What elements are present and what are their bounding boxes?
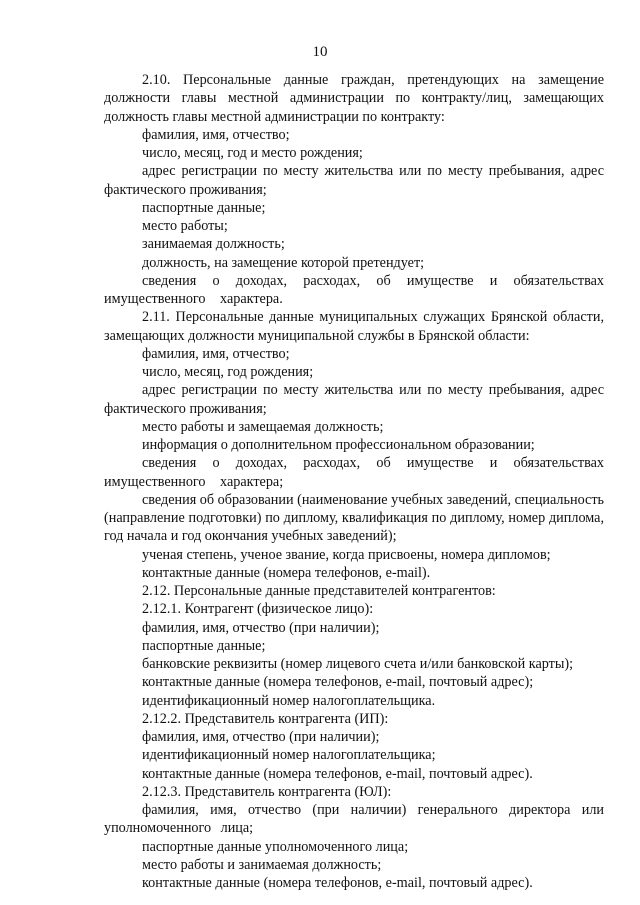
list-item: фамилия, имя, отчество (при наличии); <box>142 619 380 636</box>
list-item: 2.12.3. Представитель контрагента (ЮЛ): <box>142 783 392 800</box>
paragraph: адрес регистрации по месту жительства или по месту пребывания, адрес фактического проживания; <box>104 382 604 417</box>
paragraph: 2.10. Персональные данные граждан, претендующих на замещение должности главы местной администрации по контракту/лиц, замещающих должность главы местной администрации по контракту: <box>104 72 604 125</box>
paragraph: сведения о доходах, расходах, об имуществе и обязательствах имущественного характера. <box>104 272 604 307</box>
list-item: фамилия, имя, отчество (при наличии); <box>142 729 380 745</box>
list-item: идентификационный номер налогоплательщика; <box>142 747 436 764</box>
list-item: фамилия, имя, отчество; <box>142 345 290 362</box>
list-item: 2.12.1. Контрагент (физическое лицо): <box>142 601 374 618</box>
list-item: 2.12. Персональные данные представителей контрагентов: <box>142 583 496 599</box>
list-item: паспортные данные; <box>142 637 266 654</box>
list-item: контактные данные (номера телефонов, e-mail, почтовый адрес); <box>142 674 534 691</box>
list-item: ученая степень, ученое звание, когда присвоены, номера дипломов; <box>142 546 551 563</box>
list-item: место работы и замещаемая должность; <box>142 418 384 435</box>
list-item: идентификационный номер налогоплательщика. <box>142 692 436 709</box>
document-body <box>104 71 604 892</box>
paragraph: сведения об образовании (наименование учебных заведений, специальность (направление подготовки) по диплому, квалификация по диплому, номер диплома, год начала и год окончания учебных заведений); <box>104 491 604 545</box>
list-item: контактные данные (номера телефонов, e-mail, почтовый адрес). <box>142 765 533 782</box>
list-item: паспортные данные; <box>142 199 266 216</box>
list-item: место работы; <box>142 218 228 234</box>
list-item: должность, на замещение которой претендует; <box>142 254 425 271</box>
list-item: контактные данные (номера телефонов, e-mail, почтовый адрес). <box>142 875 533 891</box>
paragraph: 2.11. Персональные данные муниципальных служащих Брянской области, замещающих должности муниципальной службы в Брянской области: <box>104 309 604 344</box>
list-item: число, месяц, год и место рождения; <box>142 145 363 161</box>
list-item: место работы и занимаемая должность; <box>142 856 382 873</box>
page-number: 10 <box>312 44 328 60</box>
list-item: число, месяц, год рождения; <box>142 364 314 380</box>
list-item: информация о дополнительном профессиональном образовании; <box>142 437 535 453</box>
list-item: занимаемая должность; <box>142 236 285 253</box>
paragraph: фамилия, имя, отчество (при наличии) генерального директора или уполномоченного лица; <box>104 802 604 837</box>
paragraph: сведения о доходах, расходах, об имуществе и обязательствах имущественного характера; <box>104 455 604 490</box>
list-item: контактные данные (номера телефонов, e-mail). <box>142 564 431 581</box>
list-item: фамилия, имя, отчество; <box>142 126 290 143</box>
paragraph: адрес регистрации по месту жительства или по месту пребывания, адрес фактического проживания; <box>104 163 604 198</box>
list-item: паспортные данные уполномоченного лица; <box>142 838 409 855</box>
list-item: 2.12.2. Представитель контрагента (ИП): <box>142 710 389 727</box>
list-item: банковские реквизиты (номер лицевого счета и/или банковской карты); <box>142 656 574 672</box>
